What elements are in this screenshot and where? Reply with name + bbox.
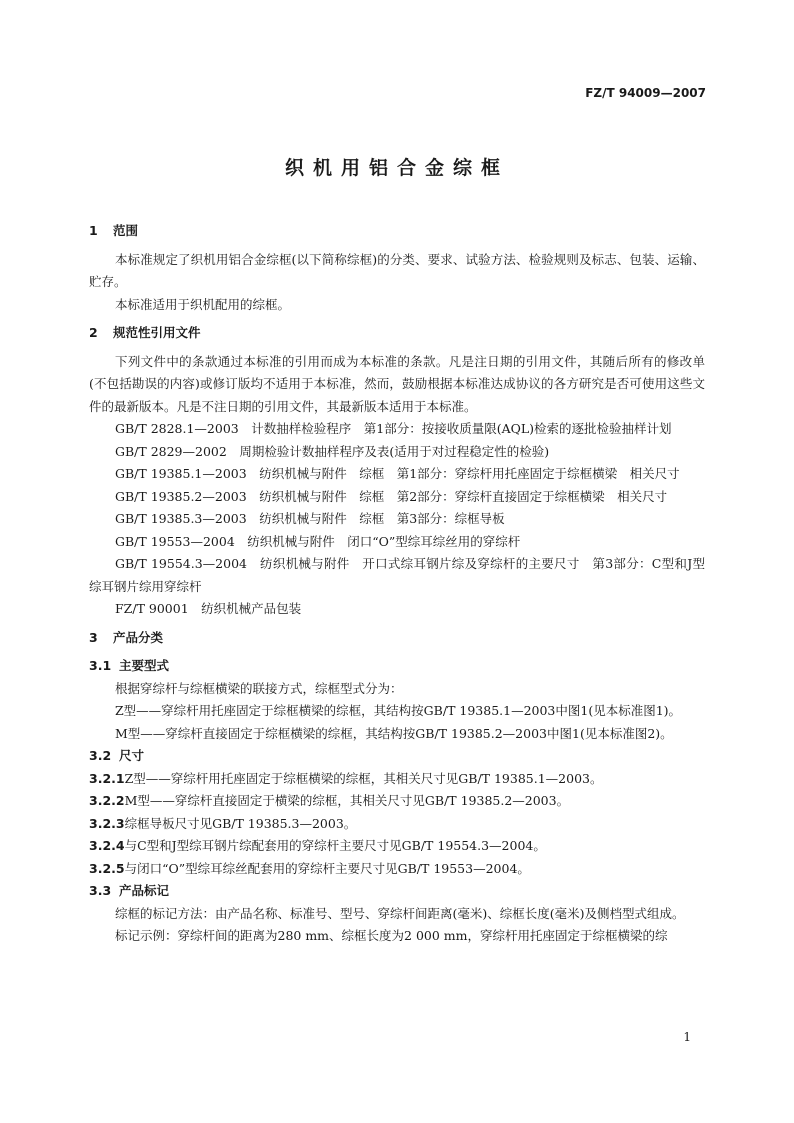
clause-text: 与闭口“O”型综耳综丝配套用的穿综杆主要尺寸见GB/T 19553—2004。 (124, 860, 530, 876)
reference-item: GB/T 2828.1—2003 计数抽样检验程序 第1部分：按接收质量限(AQL)检索的逐批检验抽样计划 (115, 421, 672, 436)
section-title: 范围 (113, 223, 139, 238)
clause-number: 3.2.4 (89, 838, 125, 853)
clause-number: 3.2.5 (89, 860, 125, 876)
scope-paragraph-2: 本标准适用于织机配用的综框。 (115, 296, 291, 312)
reference-item: GB/T 19385.1—2003 纺织机械与附件 综框 第1部分：穿综杆用托座固定于综框横梁 相关尺寸 (115, 466, 680, 481)
reference-item: GB/T 19554.3—2004 纺织机械与附件 开口式综耳钢片综及穿综杆的主要尺寸 第3部分：C型和J型综耳钢片综用穿综杆 (89, 556, 705, 594)
section-title: 产品分类 (113, 629, 164, 645)
clause-number: 3.2.3 (89, 815, 125, 831)
clause-number: 3.2.2 (89, 793, 125, 808)
reference-item: GB/T 19385.3—2003 纺织机械与附件 综框 第3部分：综框导板 (115, 511, 505, 526)
clause-text: Z型——穿综杆用托座固定于综框横梁的综框，其相关尺寸见GB/T 19385.1—2003。 (124, 770, 603, 786)
clause-text: M型——穿综杆直接固定于横梁的综框，其相关尺寸见GB/T 19385.2—2003。 (124, 793, 570, 808)
section-number: 1 (89, 223, 98, 238)
subsection-title: 主要型式 (119, 658, 170, 673)
section-2-heading (89, 322, 705, 345)
subsection-title: 产品标记 (119, 883, 170, 898)
clause-item (89, 813, 705, 836)
clause-text: 综框导板尺寸见GB/T 19385.3—2003。 (124, 815, 357, 831)
clause-text: 与C型和J型综耳钢片综配套用的穿综杆主要尺寸见GB/T 19554.3—2004。 (124, 838, 546, 853)
scope-paragraph-1: 本标准规定了织机用铝合金综框(以下简称综框)的分类、要求、试验方法、检验规则及标志、包装、运输、贮存。 (89, 251, 705, 289)
section-number: 2 (89, 325, 98, 340)
marking-paragraph-2: 标记示例：穿综杆间的距离为280 mm、综框长度为2 000 mm，穿综杆用托座固定于综框横梁的综 (115, 928, 668, 943)
clause-item (89, 835, 705, 858)
subsection-3-1-heading (89, 655, 705, 678)
reference-item: GB/T 2829—2002 周期检验计数抽样程序及表(适用于对过程稳定性的检验) (115, 443, 550, 459)
reference-item: GB/T 19553—2004 纺织机械与附件 闭口“O”型综耳综丝用的穿综杆 (115, 533, 521, 549)
reference-item: FZ/T 90001 纺织机械产品包装 (115, 601, 302, 616)
subsection-title: 尺寸 (119, 748, 145, 763)
subsection-number: 3.1 (89, 658, 112, 673)
clause-number: 3.2.1 (89, 770, 125, 786)
clause-item (89, 790, 705, 813)
references-intro: 下列文件中的条款通过本标准的引用而成为本标准的条款。凡是注日期的引用文件，其随后所有的修改单(不包括勘误的内容)或修订版均不适用于本标准，然而，鼓励根据本标准达成协议的各方研究是否可使用这些文件的最新版本。凡是不注日期的引用文件，其最新版本适用于本标准。 (89, 353, 705, 414)
standard-code: FZ/T 94009—2007 (585, 86, 706, 100)
subsection-number: 3.2 (89, 748, 112, 763)
document-title: 织机用铝合金综框 (284, 157, 509, 179)
subsection-number: 3.3 (89, 883, 112, 898)
section-3-heading (89, 627, 705, 650)
section-number: 3 (89, 629, 98, 645)
types-paragraph-1: 根据穿综杆与综框横梁的联接方式，综框型式分为： (115, 680, 403, 696)
document-body (89, 214, 705, 948)
marking-paragraph-1: 综框的标记方法：由产品名称、标准号、型号、穿综杆间距离(毫米)、综框长度(毫米)及侧档型式组成。 (115, 905, 685, 921)
section-title: 规范性引用文件 (113, 325, 201, 340)
page-number: 1 (683, 1030, 691, 1044)
subsection-3-2-heading (89, 745, 705, 768)
subsection-3-3-heading (89, 880, 705, 903)
reference-item: GB/T 19385.2—2003 纺织机械与附件 综框 第2部分：穿综杆直接固定于综框横梁 相关尺寸 (115, 488, 668, 504)
clause-item (89, 768, 705, 791)
types-paragraph-m: M型——穿综杆直接固定于综框横梁的综框，其结构按GB/T 19385.2—2003中图1(见本标准图2)。 (115, 725, 673, 741)
clause-item (89, 858, 705, 881)
section-1-heading (89, 220, 705, 243)
types-paragraph-z: Z型——穿综杆用托座固定于综框横梁的综框，其结构按GB/T 19385.1—2003中图1(见本标准图1)。 (115, 703, 682, 718)
